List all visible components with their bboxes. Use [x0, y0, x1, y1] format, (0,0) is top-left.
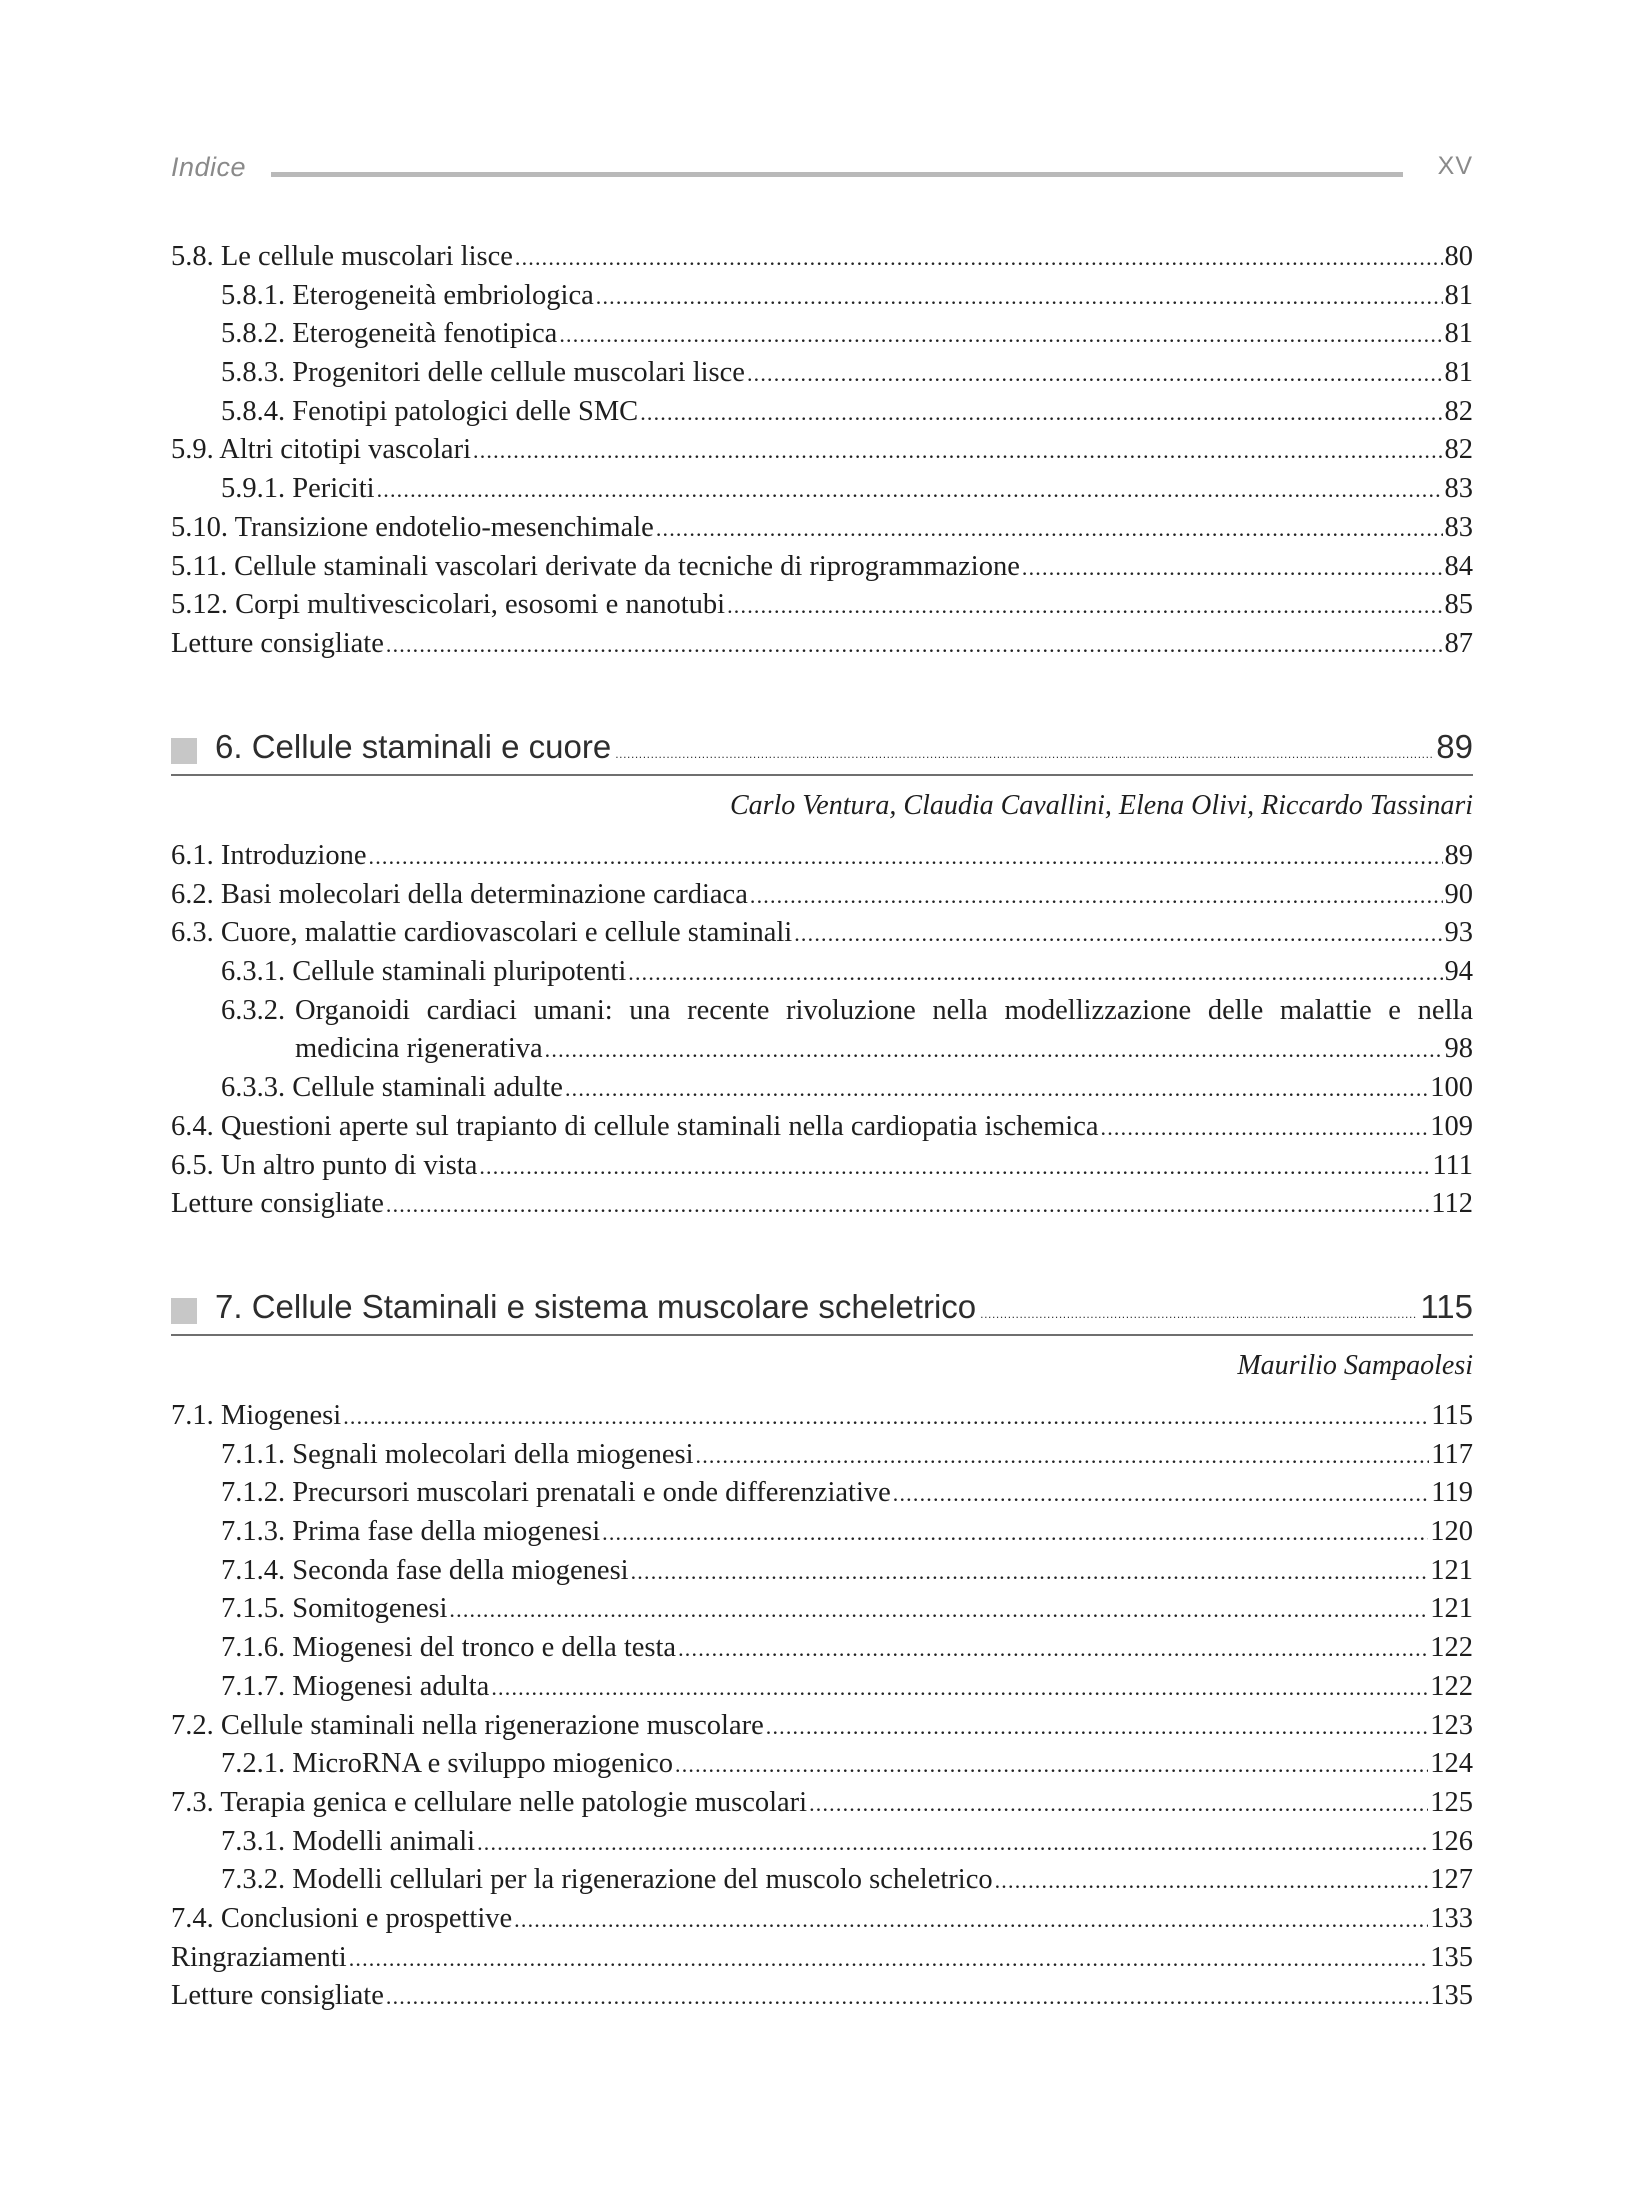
toc-entry[interactable] [171, 1903, 1473, 1942]
toc-entry-title: 7.3.1. Modelli animali [221, 1825, 476, 1857]
toc-leader-dots [377, 477, 1443, 503]
toc-entry[interactable] [171, 1671, 1473, 1710]
chapter-title: 6. Cellule staminali e cuore [215, 728, 612, 765]
toc-leader-dots [995, 1868, 1429, 1894]
toc-entry-page: 93 [1444, 917, 1473, 949]
toc-leader-dots [479, 1154, 1430, 1180]
running-header-rule [271, 172, 1403, 177]
toc-entry[interactable] [171, 1516, 1473, 1555]
toc-entry-title: 7.1.3. Prima fase della miogenesi [221, 1516, 601, 1548]
toc-leader-dots [386, 1984, 1428, 2010]
chapter-page: 115 [1420, 1288, 1473, 1325]
toc-leader-dots [473, 438, 1443, 464]
toc-entry-title: 7.1.1. Segnali molecolari della miogenesi [221, 1438, 694, 1470]
toc-entry[interactable] [171, 1072, 1473, 1111]
toc-leader-dots [747, 361, 1443, 387]
toc-entry-title: 7.2.1. MicroRNA e sviluppo miogenico [221, 1748, 674, 1780]
toc-entry-page: 123 [1430, 1709, 1473, 1741]
toc-entry-page: 122 [1430, 1670, 1473, 1702]
toc-leader-dots [794, 921, 1442, 947]
toc-leader-dots [386, 1192, 1429, 1218]
chapter-square-marker [171, 738, 197, 764]
toc-entry-title: 5.8.2. Eterogeneità fenotipica [221, 318, 558, 350]
toc-entry[interactable] [171, 473, 1473, 512]
running-header-title: Indice [171, 152, 247, 182]
toc-leader-dots [809, 1791, 1428, 1817]
toc-leader-dots [656, 516, 1443, 542]
toc-leader-dots [675, 1752, 1428, 1778]
toc-entry-title: 7.3.2. Modelli cellulari per la rigenerazione del muscolo scheletrico [221, 1864, 993, 1896]
toc-leader-dots [565, 1076, 1428, 1102]
toc-leader-dots [1022, 555, 1443, 581]
running-header [171, 152, 1473, 192]
toc-leader-dots [491, 1675, 1428, 1701]
toc-entry-page: 133 [1430, 1902, 1473, 1934]
toc-entry-title: Letture consigliate [171, 1188, 384, 1220]
toc-entry-title: 7.4. Conclusioni e prospettive [171, 1902, 513, 1934]
toc-entry-title: Ringraziamenti [171, 1941, 347, 1973]
toc-leader-dots [1101, 1115, 1429, 1141]
toc-leader-dots [678, 1636, 1428, 1662]
toc-entry-page: 94 [1444, 956, 1473, 988]
toc-section-5 [171, 241, 1473, 667]
toc-entry[interactable] [171, 1477, 1473, 1516]
toc-entry[interactable] [171, 1864, 1473, 1903]
toc-entry-title: 7.1.4. Seconda fase della miogenesi [221, 1554, 629, 1586]
toc-entry-page: 117 [1431, 1438, 1473, 1470]
toc-leader-dots [602, 1520, 1428, 1546]
running-header-page-number: XV [1437, 152, 1473, 180]
toc-entry-page: 111 [1432, 1149, 1473, 1181]
toc-entry[interactable] [171, 357, 1473, 396]
toc-entry-page: 82 [1444, 395, 1473, 427]
toc-leader-dots [696, 1443, 1430, 1469]
toc-entry[interactable] [171, 956, 1473, 995]
toc-entry[interactable] [171, 917, 1473, 956]
toc-entry-title: 6.2. Basi molecolari della determinazione cardiaca [171, 878, 748, 910]
toc-entry-title: Letture consigliate [171, 627, 384, 659]
toc-chapter-7 [171, 1400, 1473, 2019]
toc-entry[interactable] [171, 1632, 1473, 1671]
toc-leader-dots [349, 1946, 1429, 1972]
toc-entry[interactable] [171, 1748, 1473, 1787]
chapter-square-marker [171, 1298, 197, 1324]
toc-entry[interactable] [171, 551, 1473, 590]
chapter-6 [171, 728, 1473, 822]
chapter-heading[interactable] [171, 1288, 1473, 1336]
toc-entry-page: 90 [1444, 878, 1473, 910]
toc-entry[interactable] [171, 1111, 1473, 1150]
toc-leader-dots [386, 632, 1443, 658]
toc-entry[interactable] [171, 1826, 1473, 1865]
toc-entry-title: 5.9.1. Periciti [221, 473, 375, 505]
toc-entry-title: 5.8.1. Eterogeneità embriologica [221, 279, 594, 311]
toc-leader-dots [766, 1714, 1429, 1740]
toc-leader-dots [640, 400, 1442, 426]
toc-entry-title: 7.1. Miogenesi [171, 1400, 342, 1431]
toc-entry-page: 121 [1430, 1554, 1473, 1586]
toc-entry-title-line1: Organoidi cardiaci umani: una recente rivoluzione nella modellizzazione delle malattie e nella [295, 994, 1473, 1026]
toc-entry-page: 115 [1431, 1400, 1473, 1431]
chapter-7 [171, 1288, 1473, 1382]
toc-entry[interactable] [171, 241, 1473, 280]
toc-entry[interactable] [171, 280, 1473, 319]
toc-entry-title: Letture consigliate [171, 1980, 384, 2012]
toc-entry-title: 6.3.3. Cellule staminali adulte [221, 1072, 563, 1104]
toc-leader-dots [545, 1037, 1443, 1063]
toc-leader-dots [750, 883, 1443, 909]
toc-entry-page: 85 [1444, 589, 1473, 621]
chapter-leader-dots [980, 1307, 1416, 1321]
toc-leader-dots [477, 1830, 1428, 1856]
toc-leader-dots [631, 1559, 1429, 1585]
toc-entry-page: 81 [1444, 357, 1473, 389]
toc-chapter-6 [171, 840, 1473, 1227]
toc-entry-title: 5.11. Cellule staminali vascolari derivate da tecniche di riprogrammazione [171, 550, 1020, 582]
toc-entry-page: 135 [1430, 1941, 1473, 1973]
toc-entry[interactable] [171, 434, 1473, 473]
chapter-authors: Carlo Ventura, Claudia Cavallini, Elena Olivi, Riccardo Tassinari [729, 790, 1473, 821]
toc-entry-page: 81 [1444, 318, 1473, 350]
toc-entry-page: 87 [1444, 627, 1473, 659]
toc-entry[interactable] [171, 1710, 1473, 1749]
toc-entry[interactable] [171, 628, 1473, 667]
toc-leader-dots [514, 1907, 1428, 1933]
toc-entry-title: 7.1.2. Precursori muscolari prenatali e onde differenziative [221, 1477, 891, 1509]
toc-entry[interactable] [171, 1980, 1473, 2019]
toc-entry[interactable] [171, 1400, 1473, 1439]
toc-entry[interactable] [171, 396, 1473, 435]
toc-leader-dots [343, 1404, 1429, 1430]
toc-leader-dots [449, 1597, 1428, 1623]
toc-entry-page: 135 [1430, 1980, 1473, 2012]
toc-entry[interactable] [171, 879, 1473, 918]
toc-leader-dots [596, 284, 1443, 310]
toc-entry-page: 120 [1430, 1516, 1473, 1548]
toc-entry-title: 5.8. Le cellule muscolari lisce [171, 241, 513, 272]
toc-entry-wrapped[interactable] [171, 995, 1473, 1072]
toc-leader-dots [369, 844, 1443, 870]
toc-entry[interactable] [171, 1439, 1473, 1478]
toc-entry-page: 83 [1444, 473, 1473, 505]
toc-entry[interactable] [171, 1593, 1473, 1632]
toc-entry[interactable] [171, 1555, 1473, 1594]
toc-entry-page: 122 [1430, 1632, 1473, 1664]
toc-entry[interactable] [171, 1150, 1473, 1189]
chapter-page: 89 [1436, 728, 1473, 765]
toc-entry-title: 7.1.7. Miogenesi adulta [221, 1670, 490, 1702]
toc-entry-page: 89 [1444, 840, 1473, 871]
toc-entry-title: 6.5. Un altro punto di vista [171, 1149, 478, 1181]
toc-entry-page: 126 [1430, 1825, 1473, 1857]
toc-entry-page: 83 [1444, 511, 1473, 543]
toc-entry-title: 5.10. Transizione endotelio-mesenchimale [171, 511, 654, 543]
toc-entry-title-line2: medicina rigenerativa [295, 1033, 543, 1065]
toc-leader-dots [727, 593, 1442, 619]
toc-entry[interactable] [171, 318, 1473, 357]
toc-entry-title: 5.12. Corpi multivescicolari, esosomi e nanotubi [171, 589, 726, 621]
toc-entry-page: 81 [1444, 279, 1473, 311]
toc-entry-page: 109 [1430, 1110, 1473, 1142]
toc-leader-dots [893, 1481, 1430, 1507]
toc-entry-title: 6.3. Cuore, malattie cardiovascolari e cellule staminali [171, 917, 793, 949]
toc-entry-page: 82 [1444, 434, 1473, 466]
toc-entry-page: 124 [1430, 1748, 1473, 1780]
toc-entry[interactable] [171, 840, 1473, 879]
toc-entry-page: 80 [1444, 241, 1473, 272]
toc-leader-dots [628, 960, 1442, 986]
toc-entry-title: 5.8.4. Fenotipi patologici delle SMC [221, 395, 639, 427]
toc-entry-page: 98 [1444, 1033, 1473, 1065]
toc-entry-title: 7.1.5. Somitogenesi [221, 1593, 448, 1625]
toc-entry-title: 5.8.3. Progenitori delle cellule muscolari lisce [221, 357, 745, 389]
toc-entry[interactable] [171, 1787, 1473, 1826]
chapter-title: 7. Cellule Staminali e sistema muscolare scheletrico [215, 1288, 977, 1325]
toc-entry-title: 6.3.1. Cellule staminali pluripotenti [221, 956, 627, 988]
toc-entry-title: 7.3. Terapia genica e cellulare nelle patologie muscolari [171, 1786, 808, 1818]
toc-entry-page: 127 [1430, 1864, 1473, 1896]
toc-entry-title: 7.2. Cellule staminali nella rigenerazione muscolare [171, 1709, 764, 1741]
toc-entry[interactable] [171, 1188, 1473, 1227]
toc-entry-title: 5.9. Altri citotipi vascolari [171, 434, 471, 466]
toc-entry-page: 84 [1444, 550, 1473, 582]
chapter-leader-dots [615, 747, 1432, 761]
toc-entry[interactable] [171, 1942, 1473, 1981]
toc-entry-title: 7.1.6. Miogenesi del tronco e della testa [221, 1632, 677, 1664]
toc-entry-page: 100 [1430, 1072, 1473, 1104]
toc-entry-number: 6.3.2. [221, 994, 286, 1026]
chapter-heading[interactable] [171, 728, 1473, 776]
toc-entry[interactable] [171, 589, 1473, 628]
toc-entry-page: 112 [1431, 1188, 1473, 1220]
chapter-authors: Maurilio Sampaolesi [1237, 1350, 1473, 1381]
toc-entry-title: 6.1. Introduzione [171, 840, 367, 871]
toc-leader-dots [515, 245, 1443, 271]
toc-leader-dots [559, 322, 1442, 348]
toc-entry-title: 6.4. Questioni aperte sul trapianto di cellule staminali nella cardiopatia ischemica [171, 1110, 1099, 1142]
toc-entry-page: 119 [1431, 1477, 1473, 1509]
toc-entry-page: 121 [1430, 1593, 1473, 1625]
toc-entry[interactable] [171, 512, 1473, 551]
toc-entry-page: 125 [1430, 1786, 1473, 1818]
